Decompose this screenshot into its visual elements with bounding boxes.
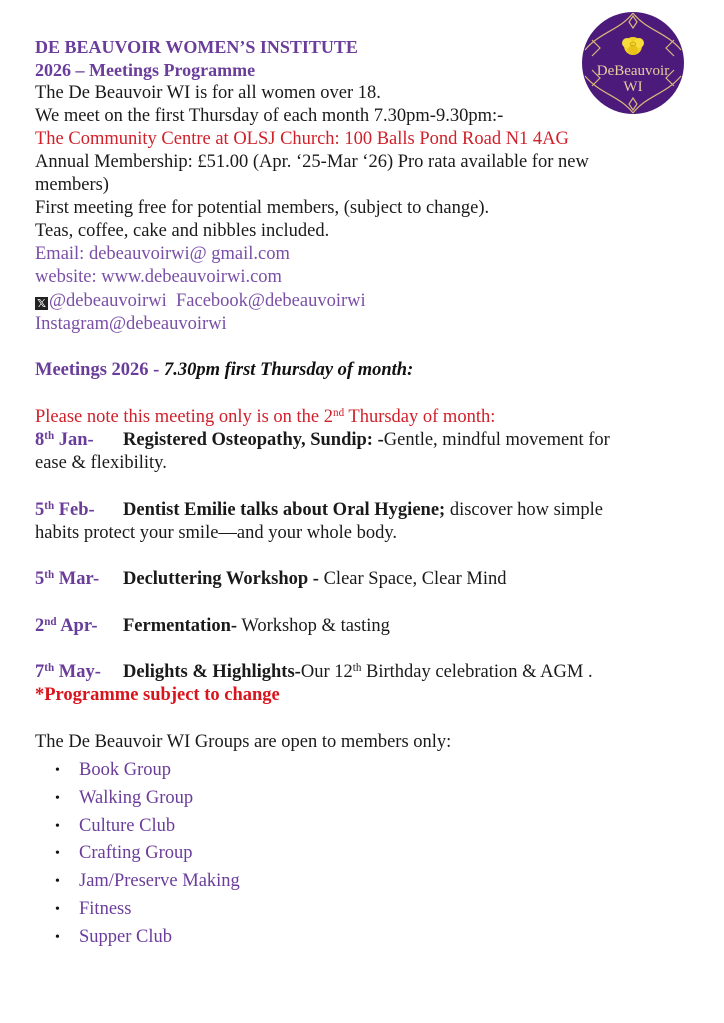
meeting-item <box>35 661 593 684</box>
meeting-description: Our 12th Birthday celebration & AGM . <box>300 661 593 682</box>
groups-list <box>55 757 240 952</box>
bullet-icon: • <box>55 763 60 778</box>
bullet-icon: • <box>55 818 60 834</box>
instagram-link[interactable]: Instagram@debeauvoirwi <box>35 314 227 334</box>
intro-eligibility: The De Beauvoir WI is for all women over 18. <box>35 83 381 103</box>
group-item <box>55 896 240 924</box>
bullet-icon: • <box>55 790 60 806</box>
first-meeting-free: First meeting free for potential members, (subject to change). <box>35 198 490 218</box>
note-prefix: Please note this meeting only is on the 2 <box>35 407 334 427</box>
bullet-icon: • <box>55 874 60 890</box>
meeting-description-cont: habits protect your smile—and your whole body. <box>35 523 398 543</box>
group-item <box>55 785 240 813</box>
bullet-icon: • <box>55 846 60 862</box>
facebook-link[interactable]: Facebook@debeauvoirwi <box>175 291 366 311</box>
meeting-description: Workshop & tasting <box>237 616 390 636</box>
group-item <box>55 868 240 896</box>
intro-schedule: We meet on the first Thursday of each month 7.30pm-9.30pm:- <box>35 106 504 126</box>
logo-text-line2: WI <box>623 79 643 95</box>
meeting-date: 2nd Apr- <box>35 615 98 636</box>
meeting-description: Clear Space, Clear Mind <box>318 569 507 589</box>
membership-fee: Annual Membership: £51.00 (Apr. ‘25-Mar ‘26) Pro rata available for new <box>35 152 589 172</box>
meeting-title: Dentist Emilie talks about Oral Hygiene; <box>123 500 446 520</box>
group-item <box>55 840 240 868</box>
refreshments: Teas, coffee, cake and nibbles included. <box>35 221 330 241</box>
meeting-date: 8th Jan- <box>35 429 94 450</box>
meetings-heading-detail: 7.30pm first Thursday of month: <box>163 360 414 380</box>
meeting-item <box>35 429 610 452</box>
venue-address: The Community Centre at OLSJ Church: 100 Balls Pond Road N1 4AG <box>35 129 569 149</box>
meeting-title: Fermentation- <box>123 616 238 636</box>
meetings-heading <box>35 359 413 382</box>
meeting-date: 7th May- <box>35 661 101 682</box>
group-name: Crafting Group <box>79 843 193 864</box>
meetings-heading-label: Meetings 2026 - <box>35 360 164 380</box>
note-suffix: Thursday of month: <box>344 407 496 427</box>
group-item <box>55 924 240 952</box>
meeting-date: 5th Feb- <box>35 499 95 520</box>
group-name: Walking Group <box>79 787 194 808</box>
meeting-item <box>35 568 506 591</box>
groups-intro: The De Beauvoir WI Groups are open to members only: <box>35 732 452 752</box>
website-link[interactable]: website: www.debeauvoirwi.com <box>35 267 282 287</box>
meeting-title: Registered Osteopathy, Sundip: - <box>123 430 384 450</box>
group-name: Jam/Preserve Making <box>79 871 240 892</box>
bullet-icon: • <box>55 929 60 945</box>
group-name: Book Group <box>79 760 171 780</box>
note-sup: nd <box>333 406 345 419</box>
meeting-description: Gentle, mindful movement for <box>383 430 610 450</box>
group-name: Culture Club <box>79 815 176 836</box>
meeting-description-cont: ease & flexibility. <box>35 453 167 473</box>
x-logo-icon: 𝕏 <box>35 297 48 310</box>
group-item <box>55 813 240 841</box>
meeting-item <box>35 499 603 522</box>
group-item <box>55 757 240 785</box>
group-name: Fitness <box>79 898 132 919</box>
bullet-icon: • <box>55 901 60 917</box>
email-link[interactable]: Email: debeauvoirwi@ gmail.com <box>35 244 290 264</box>
meeting-item <box>35 615 390 638</box>
january-note <box>35 406 495 429</box>
programme-disclaimer: *Programme subject to change <box>35 685 280 705</box>
membership-fee-cont: members) <box>35 175 109 195</box>
document-subtitle: 2026 – Meetings Programme <box>35 60 256 80</box>
meeting-date: 5th Mar- <box>35 568 100 589</box>
x-handle-link[interactable]: @debeauvoirwi <box>49 291 167 311</box>
logo-text-line1: DeBeauvoir <box>596 63 670 79</box>
meeting-title: Decluttering Workshop - <box>123 569 319 589</box>
meeting-title: Delights & Highlights- <box>123 662 301 682</box>
meeting-description: discover how simple <box>445 500 603 520</box>
social-links <box>35 290 366 313</box>
group-name: Supper Club <box>79 926 173 947</box>
document-title: DE BEAUVOIR WOMEN’S INSTITUTE <box>35 37 358 57</box>
debeauvoir-wi-logo <box>580 10 686 116</box>
